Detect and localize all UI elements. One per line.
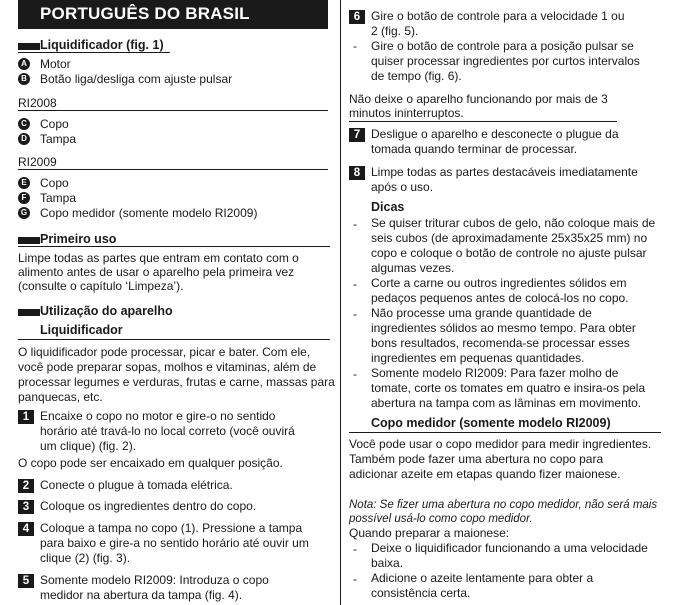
step-text: Desligue o aparelho e desconecte o plugue da [371,127,619,141]
step-text: Limpe todas as partes destacáveis imediatamente [371,165,638,179]
step-number: 8 [349,166,365,180]
first-use-section-heading [18,232,330,248]
part-label: Copo [40,176,69,190]
part-label: Tampa [40,132,77,146]
measure-heading: Copo medidor (somente modelo RI2009) [371,416,611,430]
warning-underline [349,121,617,122]
step-text: Coloque os ingredientes dentro do copo. [40,499,257,513]
blender-section-heading [18,38,330,54]
step-text: Encaixe o copo no motor e gire-o no sentido [40,409,276,423]
step-note: O copo pode ser encaixado em qualquer posição. [18,456,283,470]
language-title: PORTUGUÊS DO BRASIL [40,4,250,23]
part-label: Copo [40,117,69,131]
measure-rule [349,432,661,433]
heading-bar [18,43,40,50]
badge-g: G [18,207,30,219]
tip-text: ingredientes sólidos ao mesmo tempo. Para obter [371,321,636,335]
model-rule [18,169,328,170]
part-label: Motor [40,57,71,71]
model-heading-ri2008: RI2008 [18,96,57,110]
badge-e: E [18,177,30,189]
mayo-text: baixa. [371,556,404,570]
heading-rule [18,52,170,53]
badge-f: F [18,192,30,204]
usage-intro: panquecas, etc. [18,390,103,404]
tip-text: ingredientes em pequenas quantidades. [371,351,585,365]
language-banner [18,0,328,29]
heading-bar [18,309,40,316]
warning-text: minutos ininterruptos. [349,106,464,120]
subheading-rule [18,339,330,340]
tip-text: seis cubos (de aproximadamente 25x35x25 mm) no [371,231,648,245]
step-number: 1 [18,410,34,424]
step-number: 4 [18,522,34,536]
step-text: após o uso. [371,180,434,194]
dash-bullet: - [353,39,357,53]
tip-text: Corte a carne ou outros ingredientes sólidos em [371,276,627,290]
measure-text: Você pode usar o copo medidor para medir ingredientes. [349,437,652,451]
usage-intro: processar legumes e verduras, frutas e carne, massas para [18,375,335,389]
step-text: Coloque a tampa no copo (1). Pressione a tampa [40,521,303,535]
tip-text: tomate, corte os tomates em quatro e insira-os pela [371,381,646,395]
step-text: 2 (fig. 5). [371,24,419,38]
dash-bullet: - [353,572,357,586]
step-subtext: quiser processar ingredientes por curtos intervalos [371,54,640,68]
mayo-text: consistência certa. [371,586,471,600]
step-subtext: de tempo (fig. 6). [371,69,462,83]
step-text: medidor na abertura da tampa (fig. 4). [40,588,243,602]
step-text: um clique) (fig. 2). [40,439,137,453]
heading-bar [18,237,40,244]
tip-text: abertura na tampa com as lâminas em movimento. [371,396,642,410]
first-use-text: alimento antes de usar o aparelho pela primeira vez [18,265,295,279]
step-text: Conecte o plugue à tomada elétrica. [40,478,233,492]
mayo-text: Adicione o azeite lentamente para obter a [371,571,594,585]
dash-bullet: - [353,542,357,556]
dash-bullet: - [353,307,357,321]
step-number: 2 [18,479,34,493]
first-use-heading: Primeiro uso [40,232,120,246]
step-number: 6 [349,10,365,24]
column-divider [340,0,341,605]
tip-text: Somente modelo RI2009: Para fazer molho de [371,366,619,380]
badge-d: D [18,133,30,145]
tip-text: Se quiser triturar cubos de gelo, não coloque mais de [371,216,656,230]
model-heading-ri2009: RI2009 [18,155,57,169]
heading-rule [18,246,330,247]
usage-intro: você pode preparar sopas, molhos e vitaminas, além de [18,360,317,374]
step-text: tomada quando terminar de processar. [371,142,578,156]
tip-text: copo e coloque o botão de controle no ajuste pulsar [371,246,647,260]
usage-intro: O liquidificador pode processar, picar e bater. Com ele, [18,345,311,359]
mayo-text: Deixe o liquidificador funcionando a uma velocidade [371,541,648,555]
mayo-intro: Quando preparar a maionese: [349,526,510,540]
dash-bullet: - [353,217,357,231]
tip-text: bons resultados, recomenda-se processar esses [371,336,630,350]
tip-text: Não processe uma grande quantidade de [371,306,592,320]
blender-heading: Liquidificador (fig. 1) [40,38,168,52]
step-text: Somente modelo RI2009: Introduza o copo [40,573,269,587]
usage-section-heading [18,304,330,320]
first-use-text: (consulte o capítulo ‘Limpeza’). [18,279,184,293]
blender-subheading: Liquidificador [40,323,123,337]
first-use-text: Limpe todas as partes que entram em contato com o [18,251,299,265]
dash-bullet: - [353,277,357,291]
step-number: 5 [18,574,34,588]
dash-bullet: - [353,367,357,381]
tip-text: algumas vezes. [371,261,455,275]
step-subtext: Gire o botão de controle para a posição pulsar se [371,39,634,53]
part-label: Tampa [40,191,77,205]
part-label: Copo medidor (somente modelo RI2009) [40,206,258,220]
note-text: Nota: Se fizer uma abertura no copo medidor, não será mais [349,499,658,511]
model-rule [18,110,328,111]
step-text: horário até travá-lo no local correto (você ouvirá [40,424,295,438]
step-number: 3 [18,500,34,514]
part-label: Botão liga/desliga com ajuste pulsar [40,72,233,86]
note-text: possível usá-lo como copo medidor. [349,513,533,525]
badge-c: C [18,118,30,130]
step-text: Gire o botão de controle para a velocidade 1 ou [371,9,625,23]
tip-text: pedaços pequenos antes de colocá-los no copo. [371,291,629,305]
tips-heading: Dicas [371,200,405,214]
step-text: clique (2) (fig. 3). [40,551,131,565]
step-text: para baixo e gire-a no sentido horário até ouvir um [40,536,309,550]
badge-b: B [18,73,30,85]
step-number: 7 [349,128,365,142]
measure-text: adicionar azeite em etapas quando fizer maionese. [349,467,621,481]
usage-heading: Utilização do aparelho [40,304,177,318]
badge-a: A [18,58,30,70]
warning-text: Não deixe o aparelho funcionando por mais de 3 [349,92,608,106]
measure-text: Também pode fazer uma abertura no copo para [349,452,604,466]
